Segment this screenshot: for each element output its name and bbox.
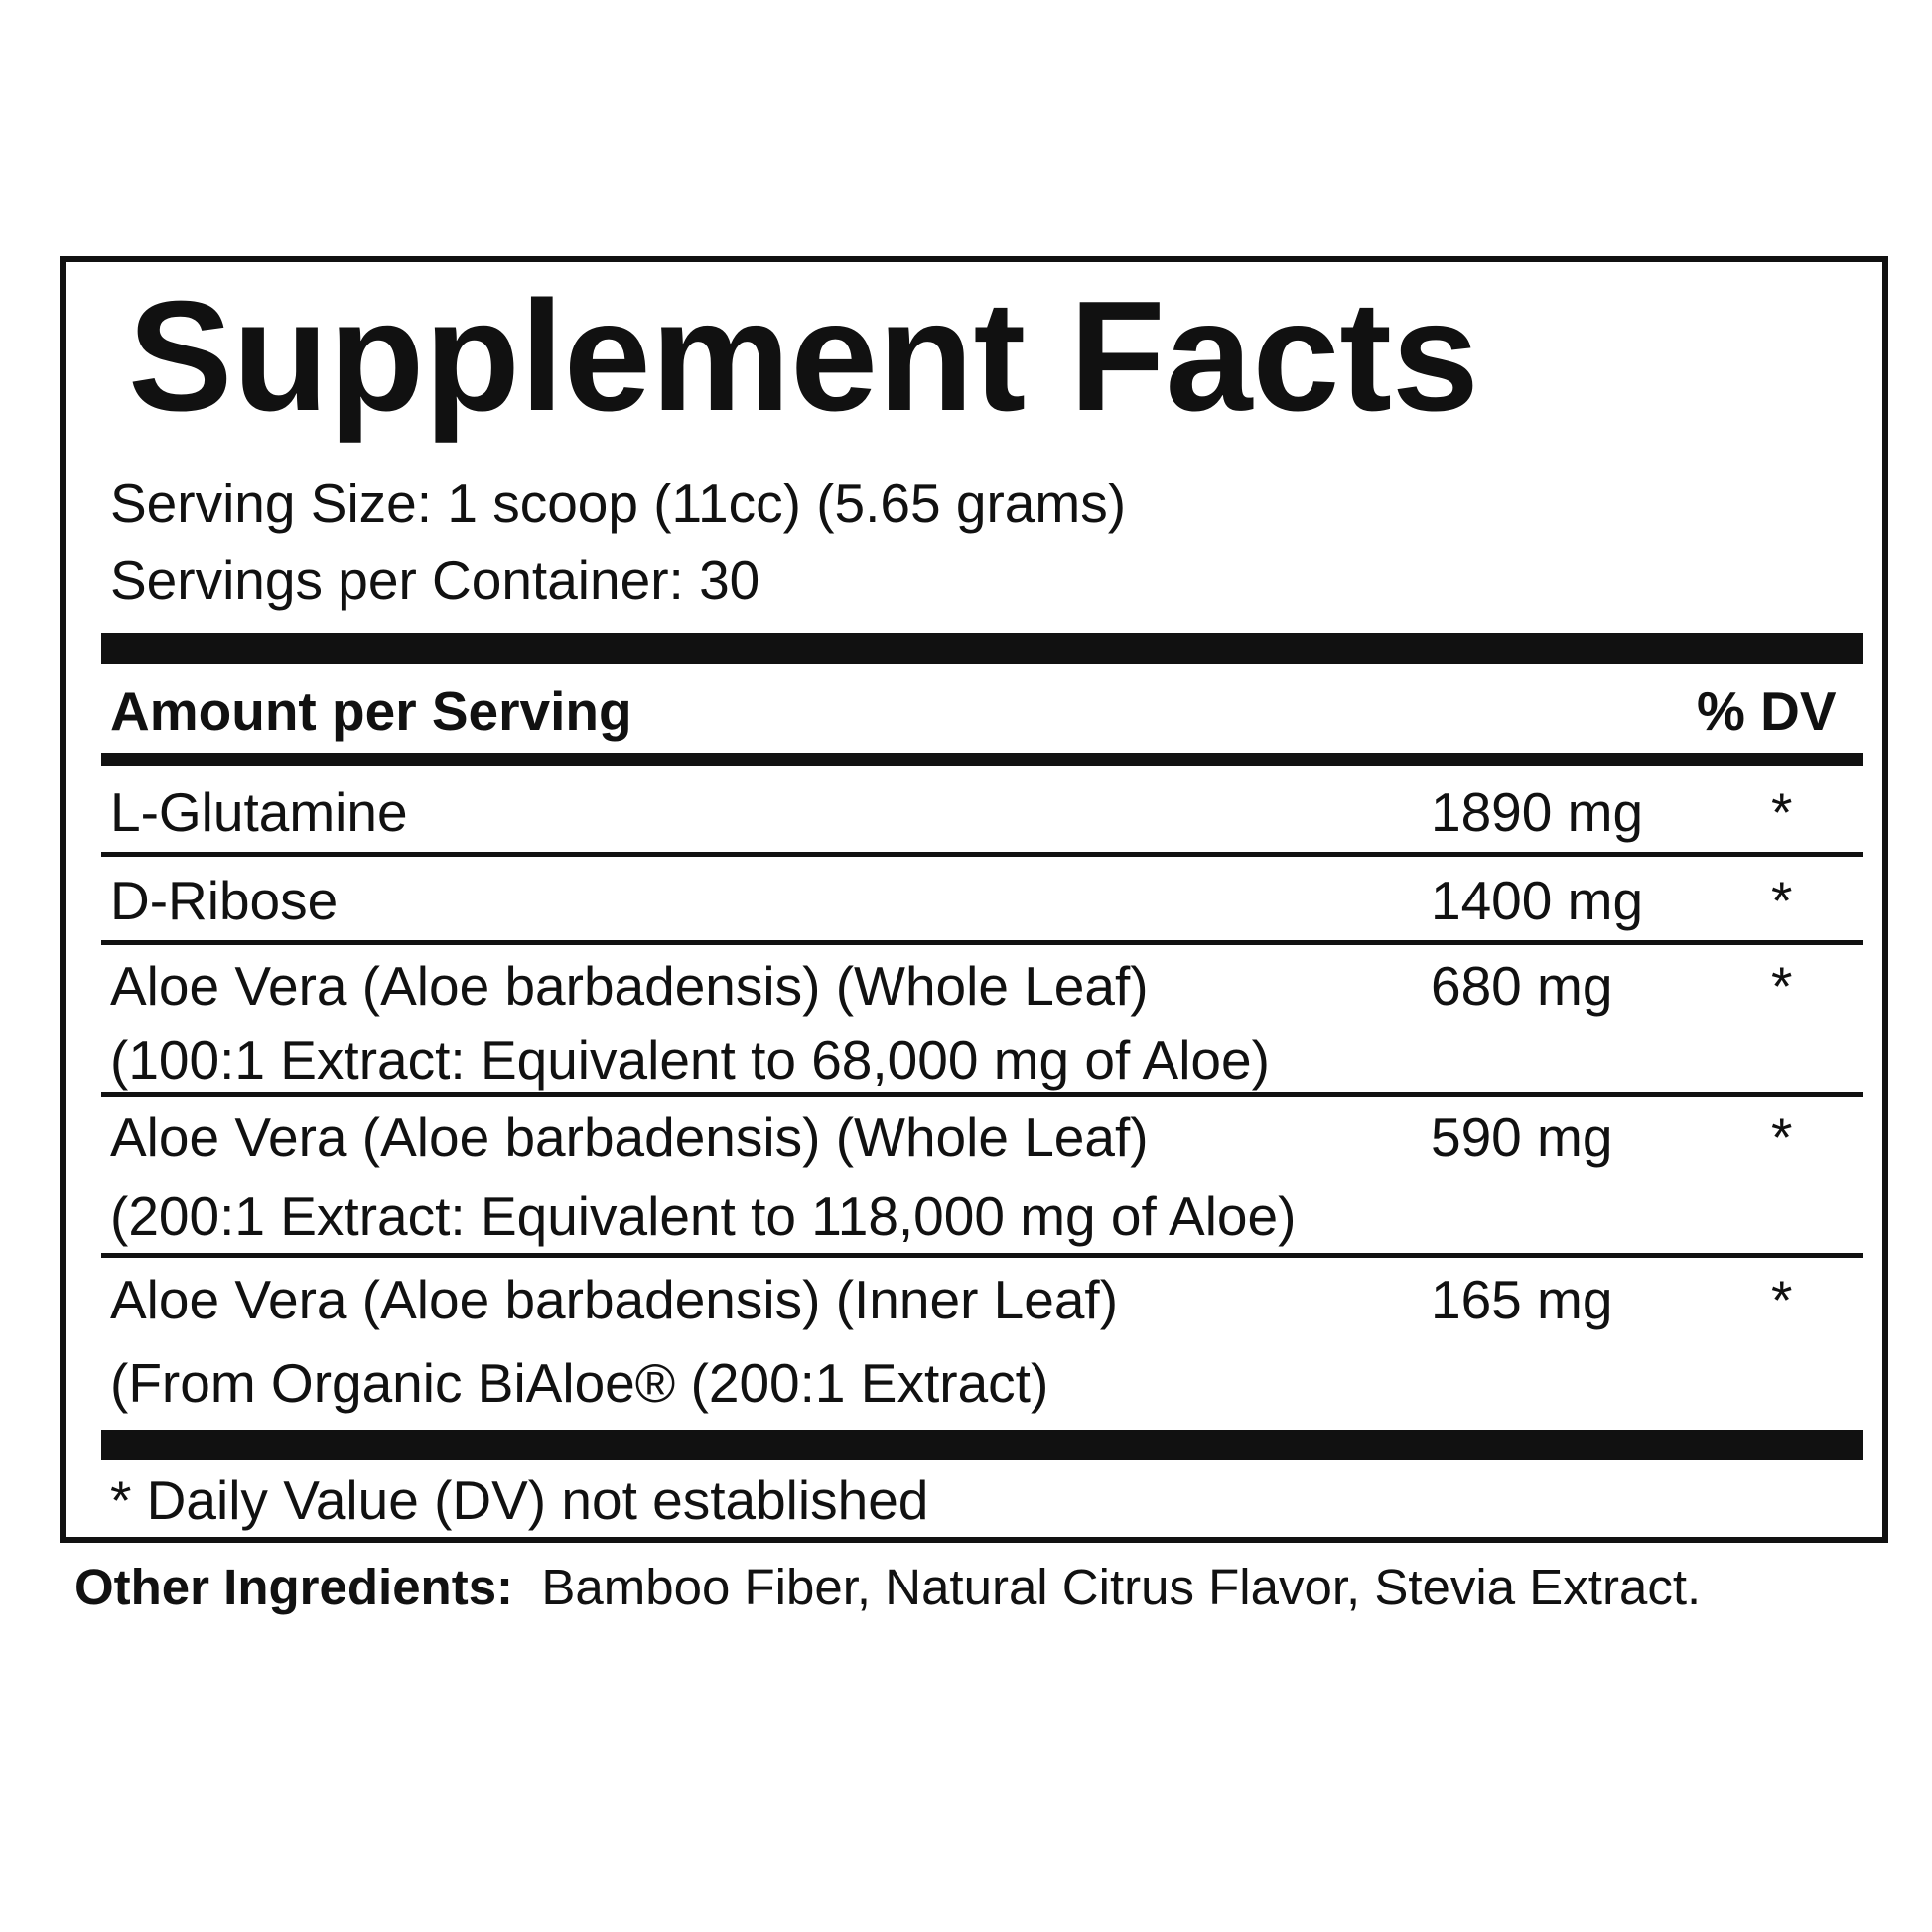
row-divider xyxy=(101,1253,1863,1258)
header-daily-value: % DV xyxy=(1697,680,1837,742)
row-divider xyxy=(101,852,1863,857)
other-ingredients-text: Bamboo Fiber, Natural Citrus Flavor, Stevia Extract. xyxy=(541,1559,1702,1615)
nutrient-dv: * xyxy=(1771,781,1793,843)
header-amount-per-serving: Amount per Serving xyxy=(110,680,632,742)
nutrient-amount: 1890 mg xyxy=(1431,781,1644,843)
thick-divider-top xyxy=(101,633,1863,664)
header-divider xyxy=(101,753,1863,766)
nutrient-dv: * xyxy=(1771,870,1793,931)
row-divider xyxy=(101,1092,1863,1097)
nutrient-dv: * xyxy=(1771,1269,1793,1330)
row-divider xyxy=(101,940,1863,945)
other-ingredients xyxy=(74,1559,1702,1615)
other-ingredients-label: Other Ingredients: xyxy=(74,1559,514,1615)
panel-title: Supplement Facts xyxy=(128,269,1479,444)
nutrient-amount: 165 mg xyxy=(1431,1269,1613,1330)
servings-per-container: Servings per Container: 30 xyxy=(110,549,760,611)
nutrient-name: Aloe Vera (Aloe barbadensis) (Whole Leaf) xyxy=(110,955,1149,1017)
serving-size: Serving Size: 1 scoop (11cc) (5.65 grams) xyxy=(110,473,1127,534)
nutrient-name: Aloe Vera (Aloe barbadensis) (Whole Leaf) xyxy=(110,1106,1149,1168)
nutrient-subtext: (200:1 Extract: Equivalent to 118,000 mg of Aloe) xyxy=(110,1185,1297,1247)
nutrient-name: D-Ribose xyxy=(110,870,339,931)
nutrient-dv: * xyxy=(1771,955,1793,1017)
dv-footnote: * Daily Value (DV) not established xyxy=(110,1469,929,1531)
supplement-facts-panel xyxy=(60,256,1888,1543)
nutrient-name: L-Glutamine xyxy=(110,781,408,843)
nutrient-subtext: (100:1 Extract: Equivalent to 68,000 mg of Aloe) xyxy=(110,1030,1270,1091)
nutrient-amount: 1400 mg xyxy=(1431,870,1644,931)
thick-divider-bottom xyxy=(101,1430,1863,1460)
nutrient-amount: 590 mg xyxy=(1431,1106,1613,1168)
nutrient-name: Aloe Vera (Aloe barbadensis) (Inner Leaf) xyxy=(110,1269,1119,1330)
nutrient-subtext: (From Organic BiAloe® (200:1 Extract) xyxy=(110,1352,1049,1414)
nutrient-amount: 680 mg xyxy=(1431,955,1613,1017)
nutrient-dv: * xyxy=(1771,1106,1793,1168)
